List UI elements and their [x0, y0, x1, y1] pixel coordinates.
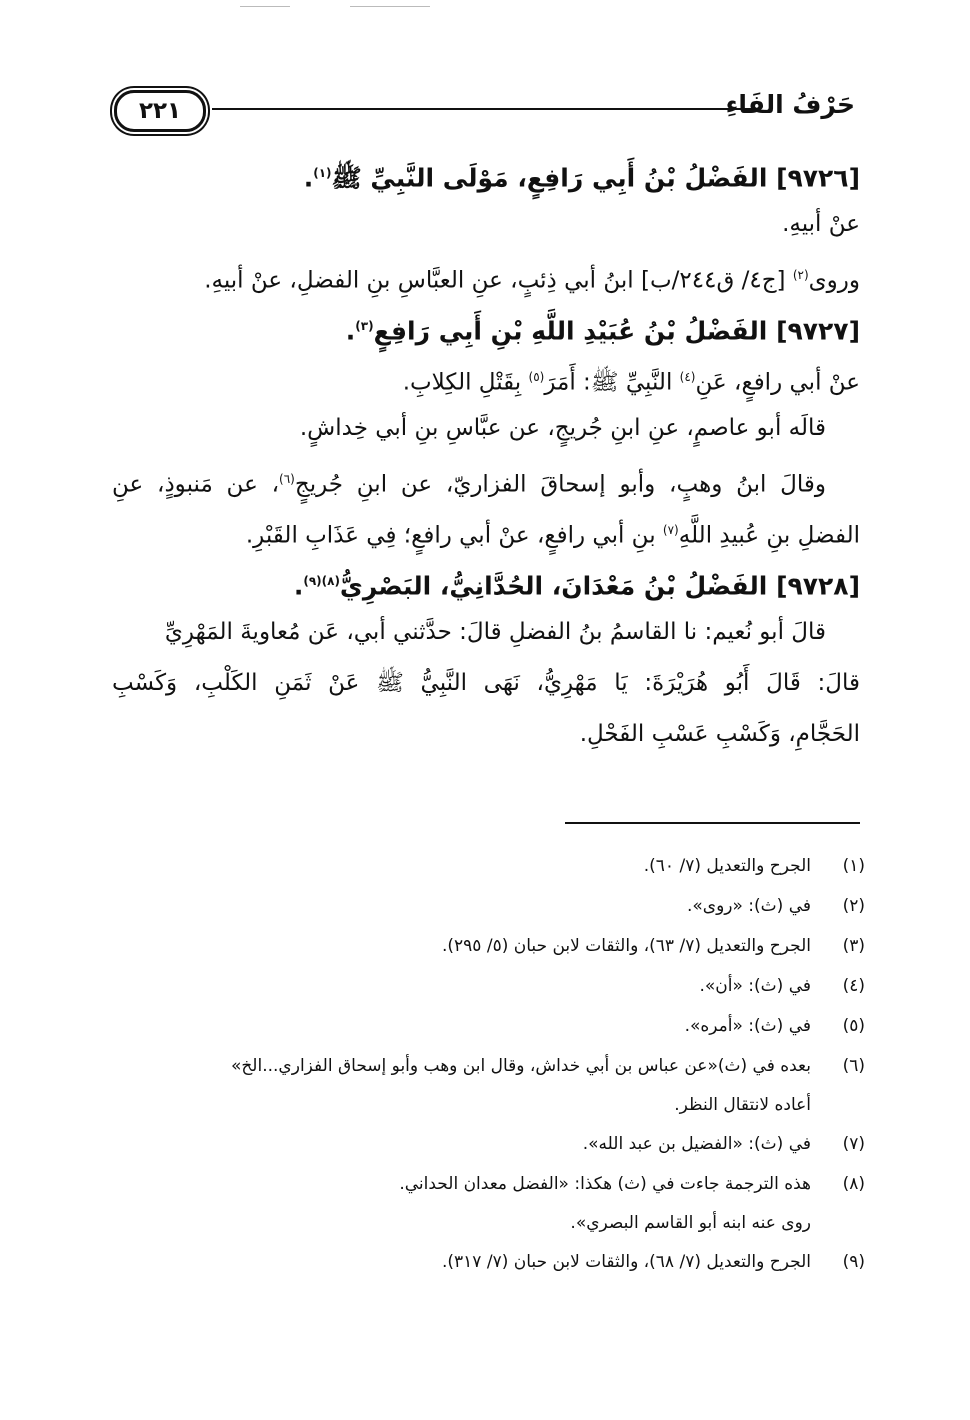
top-edge-mark: [350, 6, 430, 7]
running-title: حَرْفُ الفَاءِ: [725, 90, 855, 119]
footnote-text: الجرح والتعديل (٧/ ٦٨)، والثقات لابن حبان (٧/ ٣١٧).: [442, 1252, 811, 1272]
footnote: [220, 1006, 865, 1046]
body-line: عنْ أبيهِ.: [782, 211, 860, 237]
footnotes: [220, 846, 865, 1282]
footnote-number: (٦): [842, 1056, 865, 1076]
body-line: الحَجَّامِ، وَكَسْبِ عَسْبِ الفَحْلِ.: [579, 721, 860, 747]
footnote-ref: (٤): [679, 370, 696, 384]
footnote-ref: (١): [313, 166, 332, 180]
footnote-text: الجرح والتعديل (٧/ ٦٣)، والثقات لابن حبان (٥/ ٢٩٥).: [442, 936, 811, 956]
footnote: [220, 966, 865, 1006]
footnote-number: (١): [842, 856, 865, 876]
footnote-ref: (٢): [792, 268, 809, 282]
body-line: وروى$^{(٢)}$ [ج٤/ ق٢٤٤/ب] ابنُ أبي ذِئبٍ، عنِ العبَّاسِ بنِ الفضلِ، عنْ أبيهِ.: [204, 267, 860, 294]
footnote-text: بعده في (ث)«عن عباس بن أبي خداش، وقال ابن وهب وأبو إسحاق الفزاري...الخ»: [230, 1056, 811, 1076]
body-line: قالَ: قَالَ أَبُو هُرَيْرَةَ: يَا مَهْرِيُّ، نَهَى النَّبِيُّ ﷺ عَنْ ثَمَنِ الكَلْبِ، وَكَسْبِ: [112, 670, 860, 696]
footnote-number: (٤): [842, 976, 865, 996]
footnote: [220, 1046, 865, 1124]
footnote: [220, 926, 865, 966]
body-line: عنْ أبي رافعٍ، عَنِ$^{(٤)}$ النَّبِيِّ ﷺ: أَمَرَ$^{(٥)}$ بِقَتْلِ الكِلابِ.: [402, 369, 860, 396]
entry-title: [٩٧٢٦] الفَضْلُ بْنُ أَبِي رَافِعٍ، مَوْلَى النَّبِيِّ ﷺ$^{(١)}$.: [303, 163, 860, 193]
footnote-text: في (ث): «الفضيل بن عبد الله».: [582, 1134, 811, 1154]
footnote: [220, 846, 865, 886]
footnote-text-continued: أعاده لانتقال النظر.: [674, 1095, 811, 1115]
footnote-text: في (ث): «أن».: [699, 976, 811, 996]
footnote: [220, 886, 865, 926]
footnote-ref: (٣): [355, 319, 374, 333]
footnote: [220, 1124, 865, 1164]
top-edge-mark: [240, 6, 290, 7]
footnote: [220, 1164, 865, 1242]
footnote-ref: (٦): [279, 472, 295, 486]
footnote-body: [220, 1164, 811, 1242]
body-line: الفضلِ بنِ عُبيدِ اللَّهِ$^{(٧)}$ بنِ أبي رافعٍ، عنْ أبي رافعٍ؛ فِي عَذَابِ القَبْرِ.: [245, 522, 860, 549]
page-header: [110, 86, 855, 130]
footnote-text: في (ث): «روى».: [686, 896, 811, 916]
footnote-text: الجرح والتعديل (٧/ ٦٠).: [643, 856, 811, 876]
body-line: قالَه أبو عاصمٍ، عنِ ابنِ جُريجٍ، عن عبَّاسِ بنِ أبي خِداشٍ.: [299, 415, 826, 441]
footnote-number: (٨): [842, 1174, 865, 1194]
footnote: [220, 1242, 865, 1282]
entry-title: [٩٧٢٧] الفَضْلُ بْنُ عُبَيْدِ اللَّهِ بْنِ أَبِي رَافِعٍ$^{(٣)}$.: [345, 316, 860, 346]
footnote-number: (٢): [842, 896, 865, 916]
header-rule: [212, 108, 755, 110]
entry-title: [٩٧٢٨] الفَضْلُ بْنُ مَعْدَانَ، الحُدَّانِيُّ، البَصْرِيُّ$^{(٨)(٩)}$.: [293, 571, 860, 601]
footnote-separator: [565, 822, 860, 824]
main-text: [112, 148, 860, 760]
footnote-ref: (٨)(٩): [303, 574, 340, 588]
footnote-number: (٧): [842, 1134, 865, 1154]
footnote-ref: (٧): [662, 523, 679, 537]
body-line: قالَ أبو نُعيم: نا القاسمُ بنُ الفضلِ قالَ: حدَّثني أبي، عَن مُعاويةَ المَهْرِيِّ: [164, 619, 826, 645]
footnote-body: [220, 1046, 811, 1124]
footnote-text-continued: روى عنه ابنه أبو القاسم البصري».: [570, 1213, 811, 1233]
footnote-number: (٩): [842, 1252, 865, 1272]
footnote-ref: (٥): [528, 370, 545, 384]
page-number: ٢٢١: [114, 90, 206, 132]
footnote-number: (٥): [842, 1016, 865, 1036]
footnote-number: (٣): [842, 936, 865, 956]
body-line: وقالَ ابنُ وهبٍ، وأبو إسحاقَ الفزاريّ، عن ابنِ جُريجٍ$^{(٦)}$، عن مَنبوذٍ، عنِ: [112, 471, 827, 498]
footnote-text: هذه الترجمة جاءت في (ث) هكذا: «الفضل معدان الحداني.: [399, 1174, 811, 1194]
footnote-text: في (ث): «أمره».: [684, 1016, 811, 1036]
